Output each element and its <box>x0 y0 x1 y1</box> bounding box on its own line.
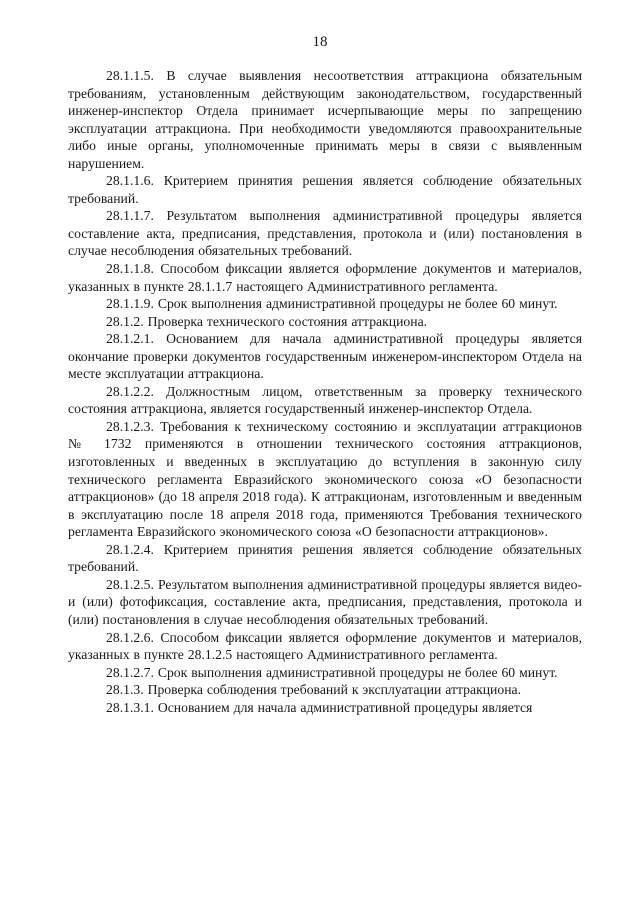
paragraph-28-1-2-5: 28.1.2.5. Результатом выполнения административной процедуры является видео- и (или) фотофиксация, составление акта, предписания, представления, протокола и (или) постановления в случае несоблюдения обязательных требований. <box>68 576 582 627</box>
paragraph-28-1-2-2: 28.1.2.2. Должностным лицом, ответственным за проверку технического состояния аттракциона, является государственный инженер-инспектор Отдела. <box>68 383 582 417</box>
paragraph-28-1-2-4: 28.1.2.4. Критерием принятия решения является соблюдение обязательных требований. <box>68 541 582 575</box>
paragraph-28-1-2-3: 28.1.2.3. Требования к техническому состоянию и эксплуатации аттракционов № 1732 применяются в отношении технического состояния аттракционов, изготовленных и введенных в эксплуатацию до вступления в законную силу технического регламента Евразийского экономического союза «О безопасности аттракционов» (до 18 апреля 2018 года). К аттракционам, изготовленным и введенным в эксплуатацию после 18 апреля 2018 года, применяются Требования технического регламента Евразийского экономического союза «О безопасности аттракционов». <box>68 418 582 540</box>
paragraph-28-1-1-6: 28.1.1.6. Критерием принятия решения является соблюдение обязательных требований. <box>68 173 582 206</box>
page-number: 18 <box>312 34 328 50</box>
paragraph-28-1-2-7: 28.1.2.7. Срок выполнения административной процедуры не более 60 минут. <box>106 664 558 680</box>
paragraph-28-1-1-7: 28.1.1.7. Результатом выполнения административной процедуры является составление акта, предписания, представления, протокола и (или) постановления в случае несоблюдения обязательных требований. <box>68 208 582 259</box>
paragraph-28-1-2-1: 28.1.2.1. Основанием для начала административной процедуры является окончание проверки документов государственным инженером-инспектором Отдела на месте эксплуатации аттракциона. <box>68 331 582 382</box>
paragraph-28-1-1-8: 28.1.1.8. Способом фиксации является оформление документов и материалов, указанных в пункте 28.1.1.7 настоящего Административного регламента. <box>68 261 582 294</box>
paragraph-28-1-3-1: 28.1.3.1. Основанием для начала административной процедуры является <box>106 699 533 715</box>
document-body <box>68 67 582 716</box>
paragraph-28-1-1-9: 28.1.1.9. Срок выполнения административной процедуры не более 60 минут. <box>106 296 558 312</box>
paragraph-28-1-2: 28.1.2. Проверка технического состояния аттракциона. <box>106 313 428 329</box>
paragraph-28-1-2-6: 28.1.2.6. Способом фиксации является оформление документов и материалов, указанных в пункте 28.1.2.5 настоящего Административного регламента. <box>68 629 582 663</box>
paragraph-28-1-1-5: 28.1.1.5. В случае выявления несоответствия аттракциона обязательным требованиям, установленным действующим законодательством, государственный инженер-инспектор Отдела принимает исчерпывающие меры по запрещению эксплуатации аттракциона. При необходимости уведомляются правоохранительные либо иные органы, уполномоченные принимать меры в связи с выявленным нарушением. <box>68 68 582 171</box>
paragraph-28-1-3: 28.1.3. Проверка соблюдения требований к эксплуатации аттракциона. <box>106 682 522 698</box>
